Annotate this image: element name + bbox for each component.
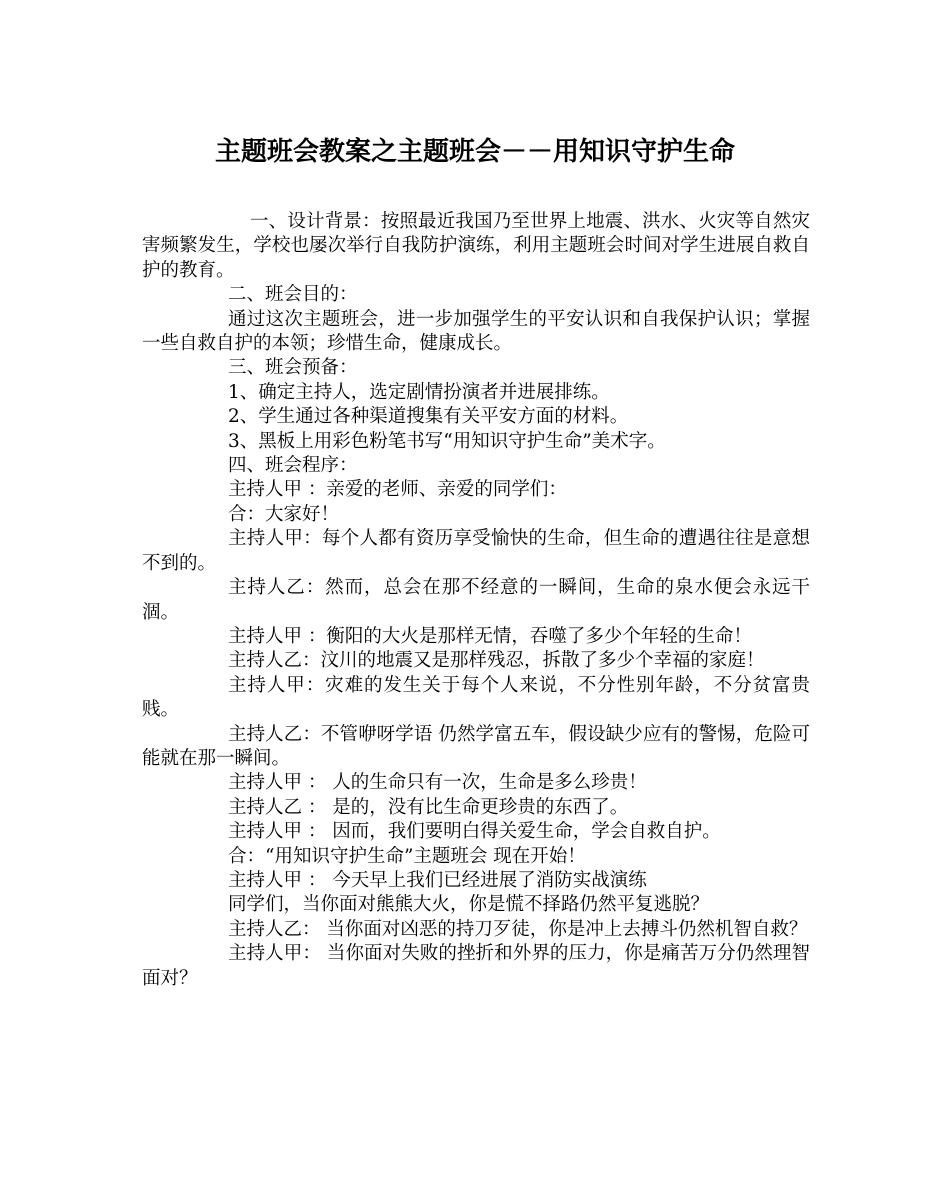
dialogue-line: 主持人乙： 当你面对凶恶的持刀歹徒，你是冲上去搏斗仍然机智自救？ bbox=[228, 918, 808, 940]
dialogue-line: 合：大家好！ bbox=[228, 503, 340, 525]
dialogue-line: 主持人乙：然而，总会在那不经意的一瞬间，生命的泉水便会永远干涸。 bbox=[142, 577, 810, 623]
dialogue-line: 主持人甲 ：衡阳的大火是那样无情，吞噬了多少个年轻的生命！ bbox=[228, 625, 752, 647]
dialogue-line: 主持人甲： 当你面对失败的挫折和外界的压力，你是痛苦万分仍然理智面对？ bbox=[142, 943, 810, 989]
heading-preparation: 三、班会预备： bbox=[228, 357, 358, 379]
dialogue-line: 主持人甲：每个人都有资历享受愉快的生命，但生命的遭遇往往是意想不到的。 bbox=[142, 528, 810, 574]
heading-purpose: 二、班会目的： bbox=[228, 284, 358, 306]
heading-procedure: 四、班会程序： bbox=[228, 455, 358, 477]
dialogue-line: 主持人甲 ： 人的生命只有一次，生命是多么珍贵！ bbox=[228, 772, 647, 794]
dialogue-line: 主持人乙：不管咿呀学语 仍然学富五车，假设缺少应有的警惕，危险可能就在那一瞬间。 bbox=[142, 723, 810, 769]
preparation-item-3: 3、黑板上用彩色粉笔书写“用知识守护生命”美术字。 bbox=[228, 430, 666, 452]
paragraph-background: 一、设计背景：按照最近我国乃至世界上地震、洪水、火灾等自然灾害频繁发生，学校也屡次举行自我防护演练，利用主题班会时间对学生进展自救自护的教育。 bbox=[142, 211, 810, 281]
document-title: 主题班会教案之主题班会－－用知识守护生命 bbox=[214, 137, 735, 167]
dialogue-line: 主持人甲 ： 今天早上我们已经进展了消防实战演练 bbox=[228, 869, 647, 891]
dialogue-line: 主持人甲 ：亲爱的老师、亲爱的同学们： bbox=[228, 479, 567, 501]
dialogue-line: 主持人乙：汶川的地震又是那样残忍，拆散了多少个幸福的家庭！ bbox=[228, 650, 765, 672]
document-body bbox=[142, 210, 810, 991]
dialogue-line: 同学们，当你面对熊熊大火，你是慌不择路仍然平复逃脱？ bbox=[228, 894, 710, 916]
preparation-item-2: 2、学生通过各种渠道搜集有关平安方面的材料。 bbox=[228, 406, 629, 428]
dialogue-line: 主持人甲 ： 因而，我们要明白得关爱生命，学会自救自护。 bbox=[228, 821, 721, 843]
dialogue-line: 主持人乙 ： 是的，没有比生命更珍贵的东西了。 bbox=[228, 796, 629, 818]
dialogue-line: 主持人甲：灾难的发生关于每个人来说，不分性别年龄，不分贫富贵贱。 bbox=[142, 674, 810, 721]
dialogue-line: 合：“用知识守护生命”主题班会 现在开始！ bbox=[228, 845, 586, 867]
preparation-item-1: 1、确定主持人，选定剧情扮演者并进展排练。 bbox=[228, 381, 610, 403]
paragraph-purpose: 通过这次主题班会，进一步加强学生的平安认识和自我保护认识；掌握一些自救自护的本领；珍惜生命，健康成长。 bbox=[142, 308, 810, 355]
